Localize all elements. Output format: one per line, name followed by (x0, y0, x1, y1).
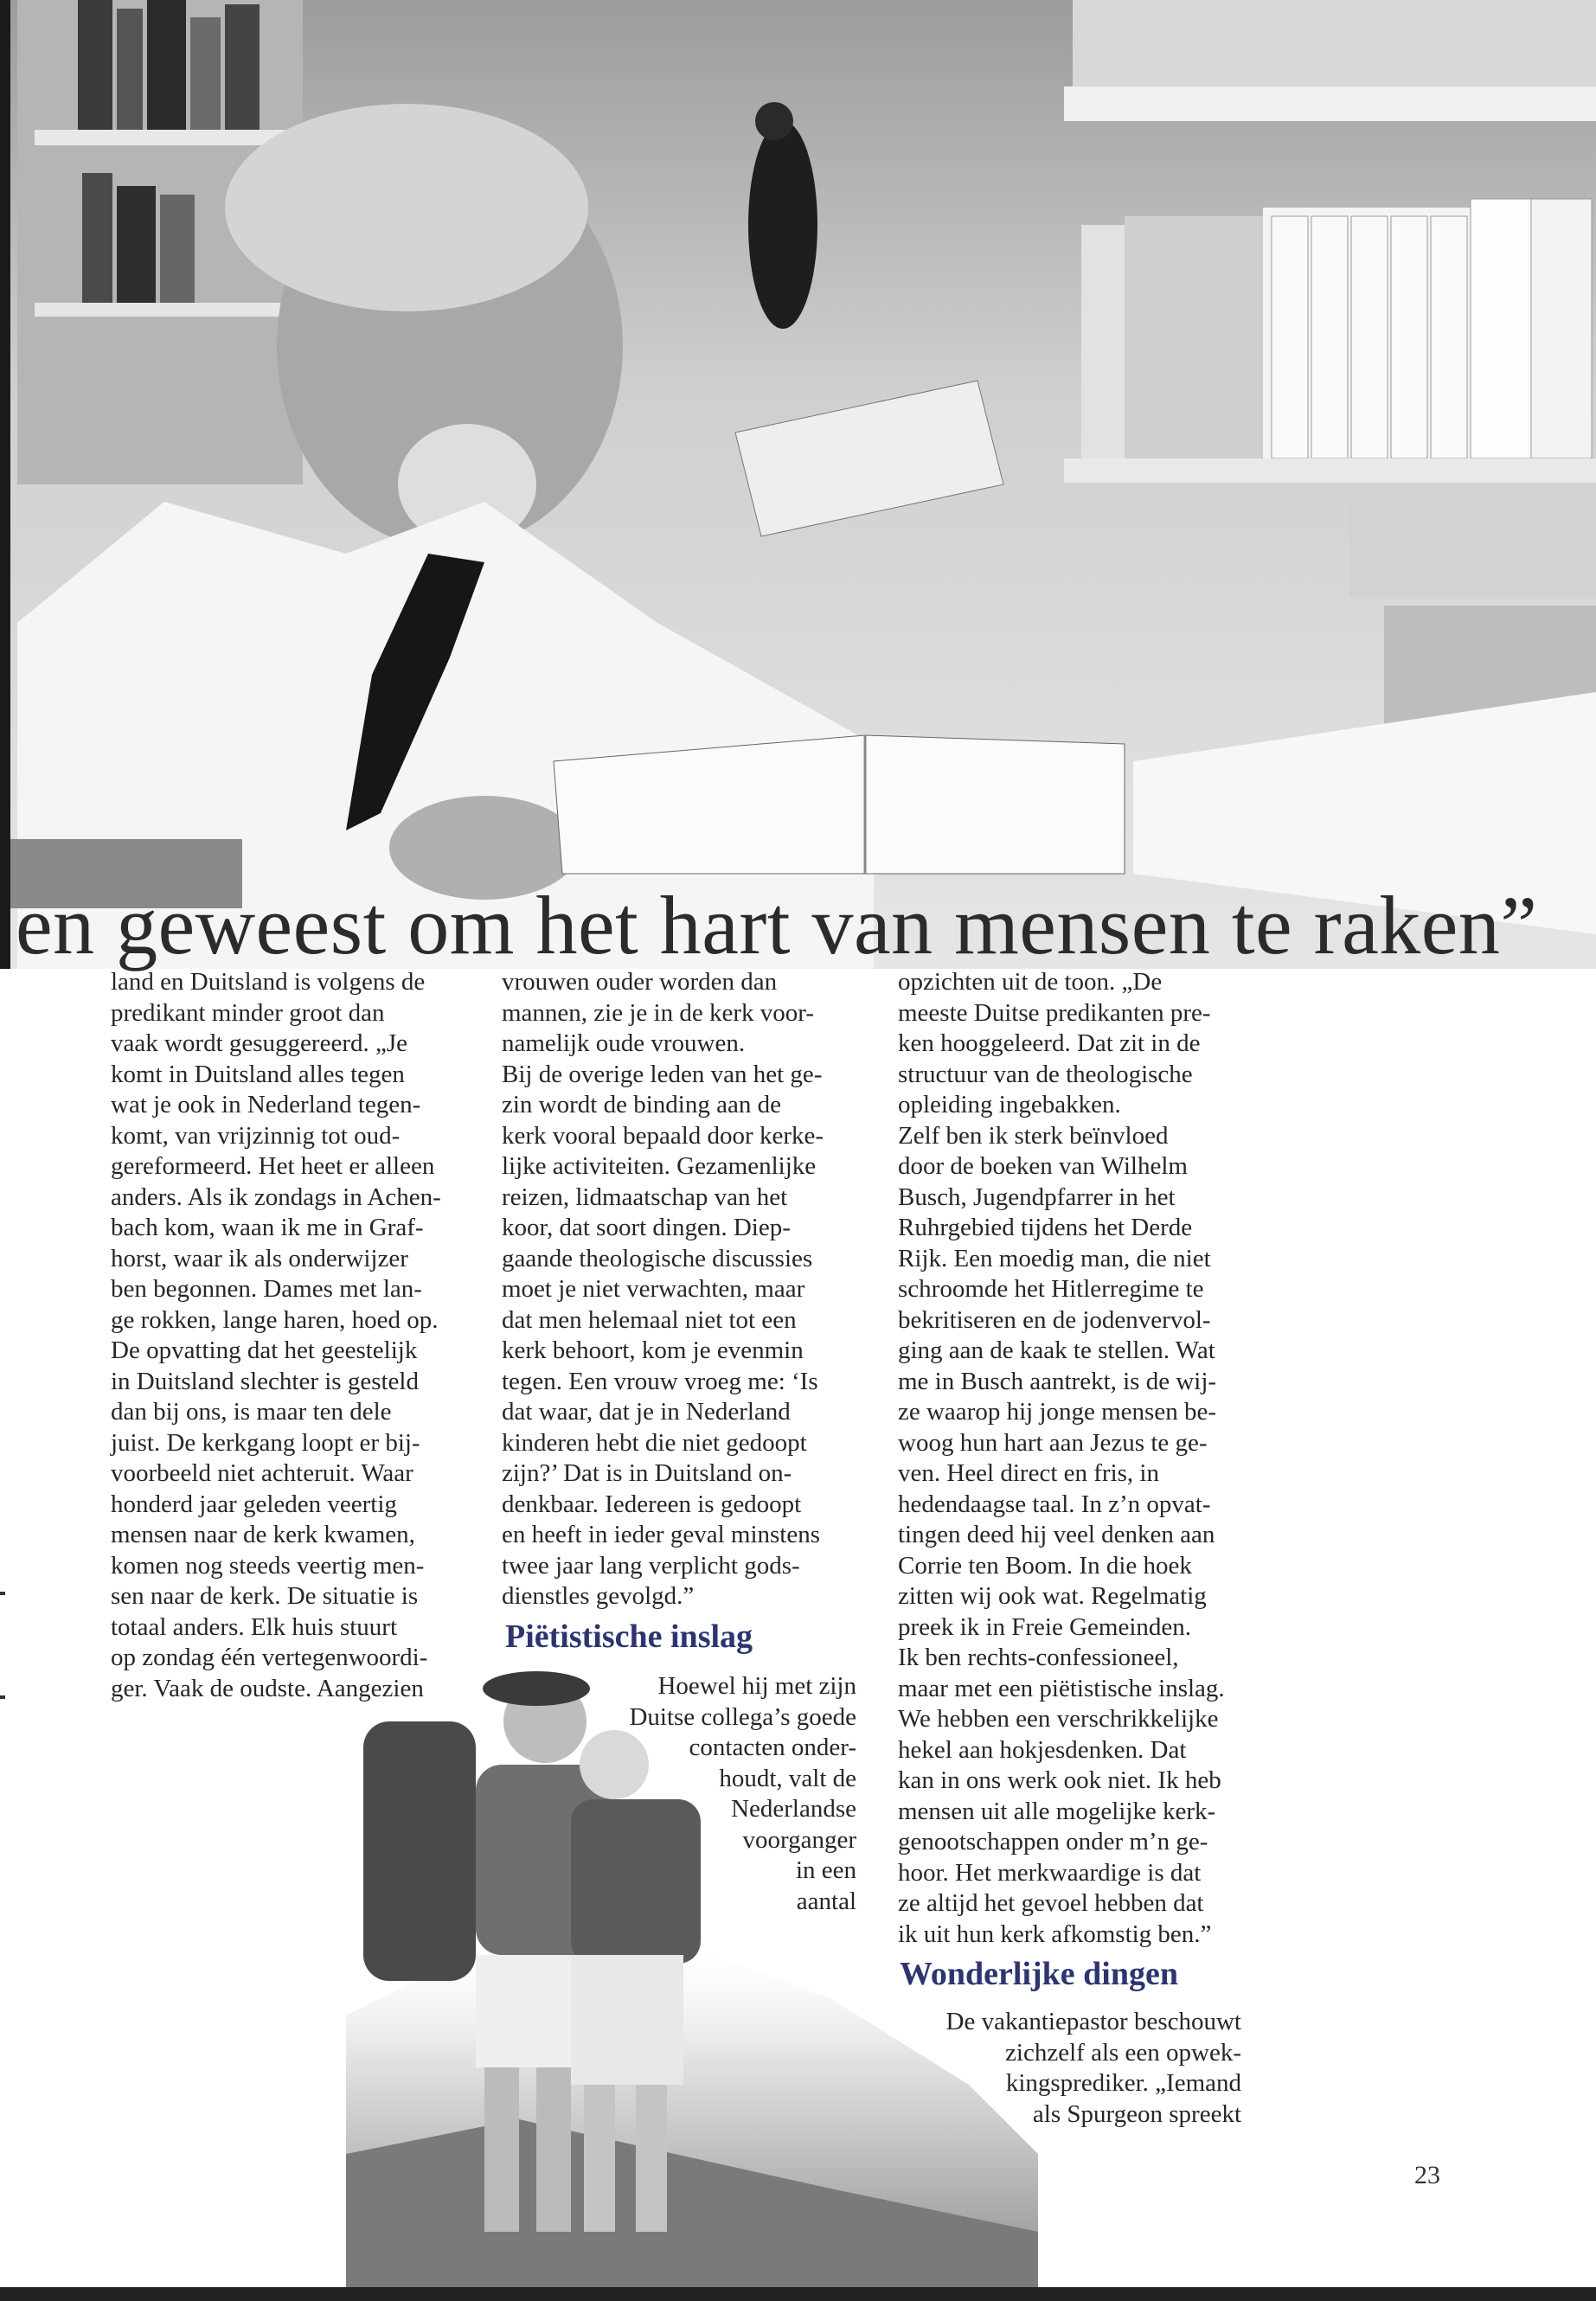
text-line: Ik ben rechts-confessioneel, (898, 1644, 1179, 1671)
text-line: kan in ons werk ook niet. Ik heb (898, 1766, 1221, 1794)
text-line: Corrie ten Boom. In die hoek (898, 1551, 1192, 1580)
text-line: Rijk. Een moedig man, die niet (898, 1244, 1211, 1272)
text-line: ze waarop hij jonge mensen be- (898, 1398, 1216, 1426)
text-line: ken hooggeleerd. Dat zit in de (898, 1029, 1201, 1057)
text-line: in Duitsland slechter is gesteld (111, 1367, 419, 1395)
text-line: als Spurgeon spreekt (1032, 2099, 1241, 2128)
text-line: hoor. Het merkwaardige is dat (898, 1858, 1202, 1887)
text-line: Bij de overige leden van het ge- (502, 1060, 823, 1088)
text-line: schroomde het Hitlerregime te (898, 1275, 1204, 1303)
text-line: reizen, lidmaatschap van het (502, 1183, 788, 1211)
text-line: land en Duitsland is volgens de (111, 968, 426, 996)
text-line: komt in Duitsland alles tegen (111, 1060, 405, 1088)
text-line: lijke activiteiten. Gezamenlijke (502, 1152, 817, 1180)
text-line: hedendaagse taal. In z’n opvat- (898, 1490, 1211, 1518)
top-photo-preacher-at-desk (0, 0, 1596, 969)
text-line: juist. De kerkgang loopt er bij- (111, 1428, 420, 1457)
text-line: honderd jaar geleden veertig (111, 1490, 397, 1518)
text-line: twee jaar lang verplicht gods- (502, 1551, 800, 1580)
text-line: Duitse collega’s goede (629, 1702, 856, 1731)
text-line: mensen uit alle mogelijke kerk- (898, 1797, 1216, 1825)
text-line: koor, dat soort dingen. Diep- (502, 1214, 791, 1241)
text-line: tegen. Een vrouw vroeg me: ‘Is (502, 1367, 818, 1395)
text-line: ger. Vaak de oudste. Aangezien (111, 1674, 424, 1702)
text-line: dan bij ons, is maar ten dele (111, 1398, 392, 1426)
text-line: door de boeken van Wilhelm (898, 1152, 1188, 1180)
text-line: dat men helemaal niet tot een (502, 1305, 797, 1334)
text-line: ben begonnen. Dames met lan- (111, 1275, 422, 1303)
text-line: houdt, valt de (719, 1764, 856, 1792)
text-line: voorganger (742, 1825, 856, 1854)
text-line: De vakantiepastor beschouwt (945, 2008, 1241, 2035)
text-line: voorbeeld niet achteruit. Waar (111, 1459, 413, 1487)
text-line: bekritiseren en de jodenvervol- (898, 1305, 1211, 1334)
text-line: dat waar, dat je in Nederland (502, 1398, 791, 1426)
margin-mark (0, 1592, 5, 1595)
text-line: ik uit hun kerk afkomstig ben.” (898, 1920, 1212, 1948)
text-line: ge rokken, lange haren, hoed op. (111, 1305, 439, 1334)
text-line: kerk vooral bepaald door kerke- (502, 1121, 824, 1150)
text-line: op zondag één vertegenwoordi- (111, 1644, 428, 1671)
text-line: aantal (796, 1887, 856, 1915)
text-line: structuur van de theologische (898, 1060, 1193, 1088)
text-line: Ruhrgebied tijdens het Derde (898, 1214, 1193, 1241)
text-line: De opvatting dat het geestelijk (111, 1336, 418, 1364)
text-line: mannen, zie je in de kerk voor- (502, 998, 814, 1027)
text-line: zichzelf als een opwek- (1005, 2038, 1241, 2067)
text-line: Hoewel hij met zijn (657, 1672, 856, 1700)
text-line: kerk behoort, kom je evenmin (502, 1336, 804, 1364)
text-line: ze altijd het gevoel hebben dat (898, 1889, 1204, 1917)
page-edge-strip (0, 0, 10, 969)
text-line: genootschappen onder m’n ge- (898, 1828, 1208, 1856)
text-line: wat je ook in Nederland tegen- (111, 1091, 421, 1118)
text-line: maar met een piëtistische inslag. (898, 1674, 1225, 1702)
text-line: vaak wordt gesuggereerd. „Je (111, 1029, 408, 1057)
text-line: dienstles gevolgd.” (502, 1582, 695, 1610)
text-line: meeste Duitse predikanten pre- (898, 998, 1211, 1027)
text-line: ven. Heel direct en fris, in (898, 1459, 1159, 1487)
text-line: contacten onder- (689, 1734, 856, 1761)
text-line: zitten wij ook wat. Regelmatig (898, 1582, 1207, 1610)
text-line: komen nog steeds veertig men- (111, 1551, 425, 1580)
text-line: totaal anders. Elk huis stuurt (111, 1612, 398, 1641)
text-line: zin wordt de binding aan de (502, 1091, 781, 1118)
text-line: mensen naar de kerk kwamen, (111, 1521, 415, 1548)
text-line: namelijk oude vrouwen. (502, 1029, 746, 1057)
text-line: komt, van vrijzinnig tot oud- (111, 1121, 401, 1150)
text-line: me in Busch aantrekt, is de wij- (898, 1367, 1217, 1395)
text-column-2 (502, 967, 848, 1612)
text-line: Busch, Jugendpfarrer in het (898, 1183, 1176, 1211)
text-line: vrouwen ouder worden dan (502, 968, 778, 996)
subhead-pietistische-inslag: Piëtistische inslag (505, 1618, 753, 1655)
text-wrap-around-photo (519, 1671, 856, 1917)
text-line: hekel aan hokjesdenken. Dat (898, 1735, 1187, 1764)
margin-mark (0, 1695, 5, 1699)
text-line: zijn?’ Dat is in Duitsland on- (502, 1459, 792, 1487)
text-line: anders. Als ik zondags in Achen- (111, 1183, 441, 1211)
text-line: opleiding ingebakken. (898, 1091, 1121, 1118)
text-line: in een (795, 1856, 856, 1884)
text-line: preek ik in Freie Gemeinden. (898, 1612, 1192, 1641)
text-line: We hebben een verschrikkelijke (898, 1705, 1219, 1733)
page-bottom-edge (0, 2287, 1596, 2301)
text-wonderlijke-dingen (891, 2007, 1241, 2130)
text-line: horst, waar ik als onderwijzer (111, 1244, 408, 1272)
page-number: 23 (1414, 2161, 1440, 2189)
text-line: predikant minder groot dan (111, 998, 385, 1027)
text-line: denkbaar. Iedereen is gedoopt (502, 1490, 802, 1518)
text-line: gereformeerd. Het heet er alleen (111, 1152, 435, 1180)
text-line: kinderen hebt die niet gedoopt (502, 1428, 807, 1457)
text-line: opzichten uit de toon. „De (898, 968, 1163, 996)
article-headline: en geweest om het hart van mensen te raken” (16, 879, 1538, 971)
text-line: Zelf ben ik sterk beïnvloed (898, 1121, 1169, 1150)
text-line: woog hun hart aan Jezus te ge- (898, 1428, 1208, 1457)
subhead-wonderlijke-dingen: Wonderlijke dingen (900, 1956, 1178, 1992)
text-line: Nederlandse (731, 1795, 856, 1823)
text-line: bach kom, waan ik me in Graf- (111, 1214, 424, 1241)
text-line: en heeft in ieder geval minstens (502, 1521, 821, 1548)
text-line: tingen deed hij veel denken aan (898, 1521, 1215, 1548)
text-line: moet je niet verwachten, maar (502, 1275, 805, 1303)
text-line: gaande theologische discussies (502, 1244, 813, 1272)
text-line: sen naar de kerk. De situatie is (111, 1582, 419, 1610)
text-line: kingsprediker. „Iemand (1005, 2069, 1241, 2097)
text-column-1 (111, 967, 474, 1704)
top-photo-illustration (0, 0, 1596, 969)
text-line: ging aan de kaak te stellen. Wat (898, 1336, 1215, 1364)
